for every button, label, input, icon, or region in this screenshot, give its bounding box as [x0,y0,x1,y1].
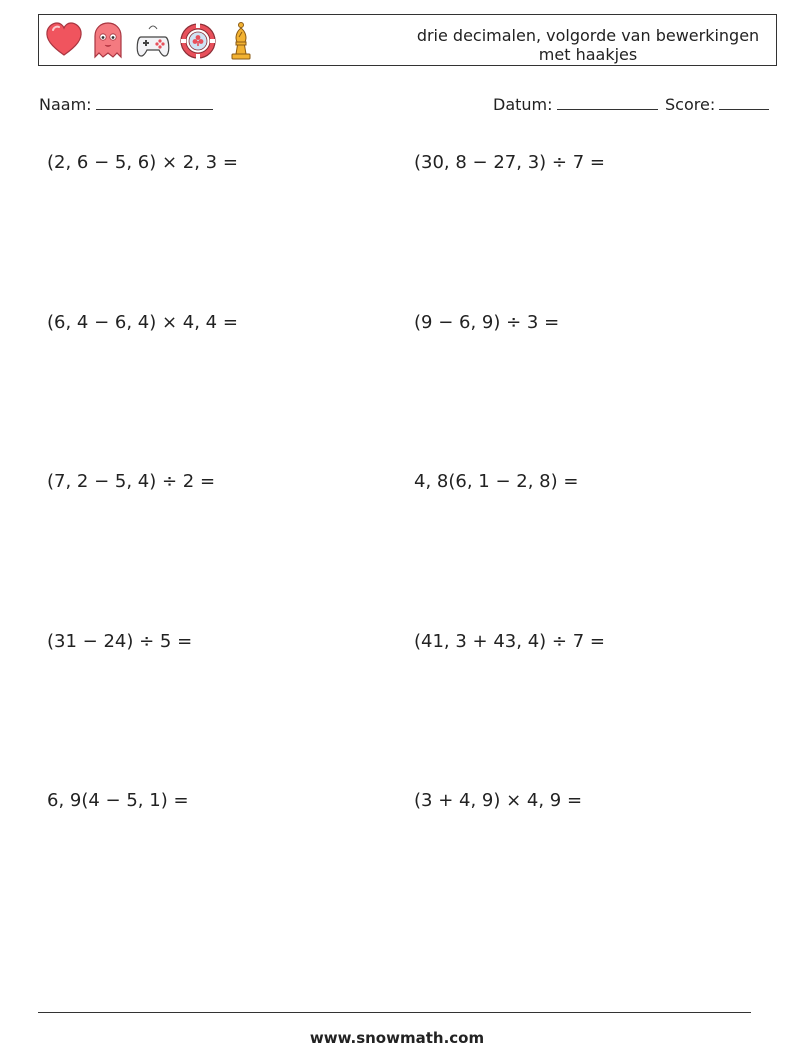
score-blank[interactable] [719,93,769,110]
footer-divider [38,1012,751,1013]
problem-3: (6, 4 − 6, 4) × 4, 4 = [47,312,238,333]
chess-bishop-icon [227,21,255,63]
poker-chip-icon [179,21,217,61]
problem-5: (7, 2 − 5, 4) ÷ 2 = [47,471,216,492]
ghost-icon [91,21,125,61]
problem-6: 4, 8(6, 1 − 2, 8) = [414,471,579,492]
gamepad-icon [135,21,171,61]
date-blank[interactable] [557,93,658,110]
name-label: Naam: [39,95,92,114]
problem-2: (30, 8 − 27, 3) ÷ 7 = [414,152,605,173]
worksheet-title: drie decimalen, volgorde van bewerkingen met haakjes [416,26,760,64]
score-label: Score: [665,95,716,114]
problem-9: 6, 9(4 − 5, 1) = [47,790,189,811]
date-field [493,93,658,114]
problem-10: (3 + 4, 9) × 4, 9 = [414,790,583,811]
problem-8: (41, 3 + 43, 4) ÷ 7 = [414,631,605,652]
problem-1: (2, 6 − 5, 6) × 2, 3 = [47,152,238,173]
problem-4: (9 − 6, 9) ÷ 3 = [414,312,560,333]
worksheet-header [38,14,777,66]
heart-icon [45,21,83,59]
problem-7: (31 − 24) ÷ 5 = [47,631,193,652]
date-label: Datum: [493,95,553,114]
name-field [39,93,213,114]
score-field [665,93,769,114]
name-blank[interactable] [96,93,213,110]
footer-url[interactable]: www.snowmath.com [309,1029,485,1047]
